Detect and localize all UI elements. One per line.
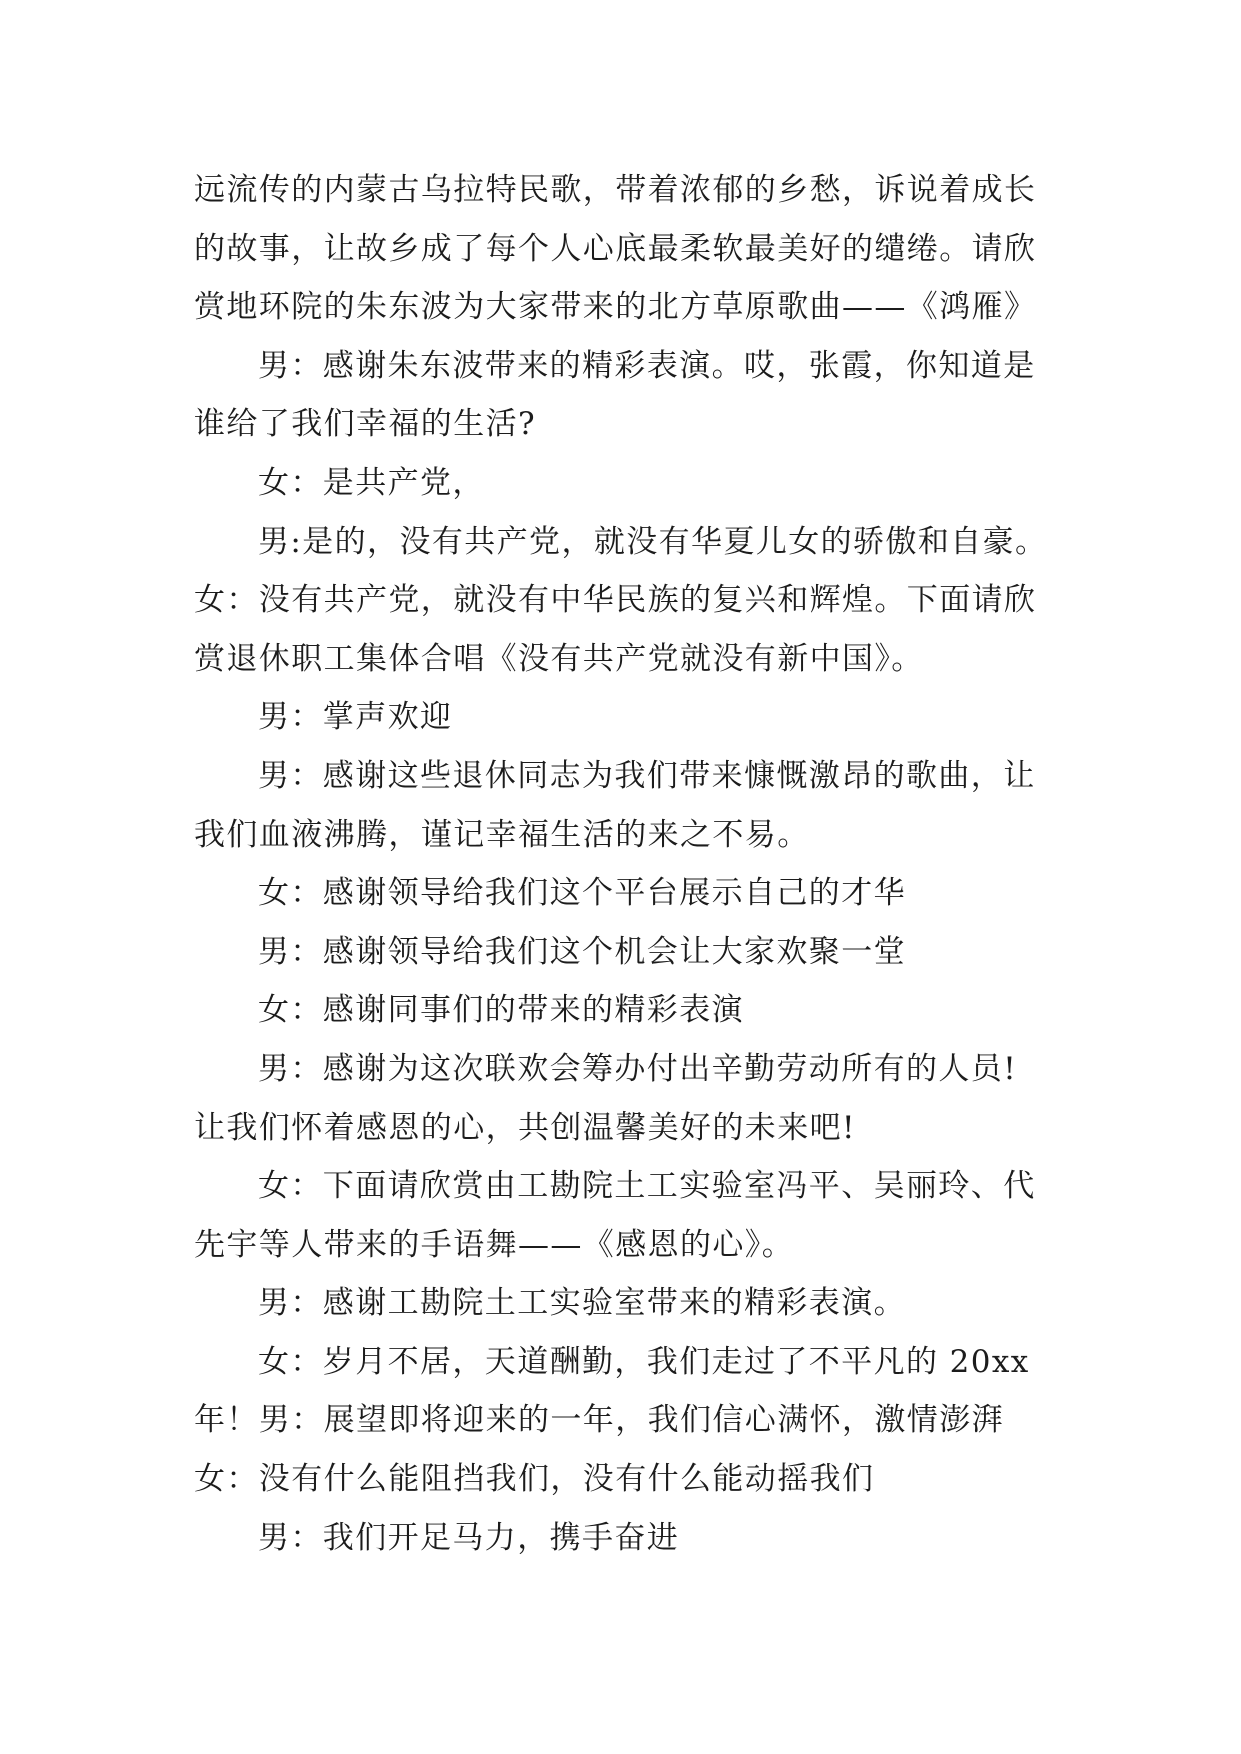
text-line: 先宇等人带来的手语舞——《感恩的心》。 — [194, 1226, 795, 1263]
text-line: 年！男：展望即将迎来的一年，我们信心满怀，激情澎湃 — [194, 1402, 1004, 1439]
text-line: 女：没有什么能阻挡我们，没有什么能动摇我们 — [194, 1461, 875, 1498]
text-line: 男：感谢为这次联欢会筹办付出辛勤劳动所有的人员! — [258, 1050, 1018, 1087]
text-line: 赏地环院的朱东波为大家带来的北方草原歌曲——《鸿雁》 — [194, 289, 1037, 326]
text-line: 女：下面请欣赏由工勘院土工实验室冯平、吴丽玲、代 — [258, 1168, 1036, 1205]
text-line: 男：掌声欢迎 — [258, 699, 453, 736]
text-line: 男：我们开足马力，携手奋进 — [258, 1519, 680, 1556]
text-line: 远流传的内蒙古乌拉特民歌，带着浓郁的乡愁，诉说着成长 — [194, 172, 1037, 208]
text-line: 男：感谢领导给我们这个机会让大家欢聚一堂 — [258, 933, 906, 970]
text-line: 我们血液沸腾，谨记幸福生活的来之不易。 — [194, 816, 810, 853]
text-line: 女：感谢同事们的带来的精彩表演 — [258, 992, 744, 1029]
text-line: 男：感谢朱东波带来的精彩表演。哎，张霞，你知道是 — [258, 347, 1036, 384]
text-line: 女：岁月不居，天道酬勤，我们走过了不平凡的 20xx — [258, 1343, 1030, 1380]
text-line: 男:是的，没有共产党，就没有华夏儿女的骄傲和自豪。 — [258, 523, 1048, 560]
text-line: 男：感谢工勘院土工实验室带来的精彩表演。 — [258, 1285, 906, 1322]
text-line: 男：感谢这些退休同志为我们带来慷慨激昂的歌曲，让 — [258, 757, 1036, 794]
text-line: 女：感谢领导给我们这个平台展示自己的才华 — [258, 875, 906, 912]
document-body — [194, 161, 1074, 1567]
text-line: 女：是共产党， — [258, 464, 485, 501]
text-line: 让我们怀着感恩的心，共创温馨美好的未来吧! — [194, 1109, 856, 1146]
text-line: 谁给了我们幸福的生活? — [194, 406, 537, 443]
text-line: 的故事，让故乡成了每个人心底最柔软最美好的缱绻。请欣 — [194, 230, 1037, 267]
text-line: 赏退休职工集体合唱《没有共产党就没有新中国》。 — [194, 640, 924, 677]
text-line: 女：没有共产党，就没有中华民族的复兴和辉煌。下面请欣 — [194, 582, 1037, 619]
